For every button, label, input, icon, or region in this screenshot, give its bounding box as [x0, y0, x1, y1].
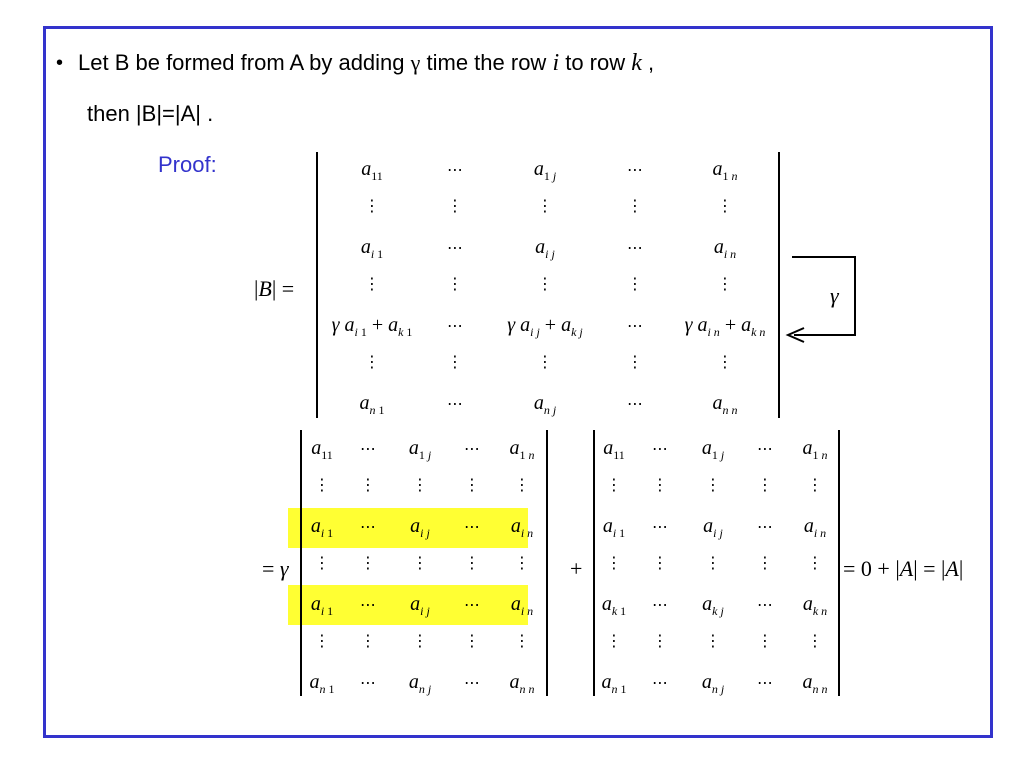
bullet-icon: • [56, 52, 64, 74]
eq2-m1-cell-r6-c2: $a_{n j}$ [408, 671, 432, 696]
eq1-cell-r3-c3: ⋮ [627, 274, 643, 293]
eq2-m1-cell-r4-c1: ⋯ [360, 595, 376, 614]
eq2-m1-cell-r1-c1: ⋮ [360, 475, 376, 494]
eq2-m1-cell-r5-c2: ⋮ [412, 631, 428, 650]
eq2-suffix: = 0 + |A| = |A| [843, 556, 964, 581]
eq2-m1-cell-r4-c4: $a_{i n}$ [510, 593, 534, 618]
eq2-m2-cell-r2-c1: ⋯ [652, 517, 668, 536]
eq1-cell-r4-c3: ⋯ [627, 316, 643, 335]
gamma-symbol: γ [410, 50, 421, 75]
eq2-m1-cell-r2-c3: ⋯ [464, 517, 480, 536]
eq1-cell-r1-c2: ⋮ [537, 196, 553, 215]
eq1-cell-r3-c4: ⋮ [717, 274, 733, 293]
eq2-m1-cell-r2-c1: ⋯ [360, 517, 376, 536]
eq2-m2-cell-r2-c0: $a_{i 1}$ [602, 515, 626, 540]
eq2-m2-cell-r4-c4: $a_{k n}$ [802, 593, 828, 618]
eq2-m1-cell-r3-c0: ⋮ [314, 553, 330, 572]
eq2-m1-cell-r4-c2: $a_{i j}$ [410, 593, 430, 618]
eq1-cell-r4-c0: γ $a_{i 1} + a_{k 1}$ [331, 314, 413, 339]
eq1-cell-r6-c4: $a_{n n}$ [712, 392, 738, 417]
eq2-m2-cell-r6-c3: ⋯ [757, 673, 773, 692]
eq2-m1-cell-r5-c1: ⋮ [360, 631, 376, 650]
eq2-m1-cell-r4-c0: $a_{i 1}$ [310, 593, 334, 618]
eq2-m2-cell-r2-c4: $a_{i n}$ [803, 515, 827, 540]
eq2-m1-cell-r6-c4: $a_{n n}$ [509, 671, 535, 696]
eq2-m1-cell-r6-c1: ⋯ [360, 673, 376, 692]
eq2-m2-cell-r3-c3: ⋮ [757, 553, 773, 572]
eq2-m1-right-bar [546, 430, 548, 696]
eq2-m2-cell-r6-c0: $a_{n 1}$ [601, 671, 627, 696]
eq1-cell-r2-c1: ⋯ [447, 238, 463, 257]
eq2-m1-cell-r0-c2: $a_{1 j}$ [408, 437, 432, 462]
eq2-m2-cell-r3-c4: ⋮ [807, 553, 823, 572]
eq2-m1-cell-r1-c3: ⋮ [464, 475, 480, 494]
eq2-m2-cell-r4-c2: $a_{k j}$ [702, 593, 724, 618]
eq2-m1-cell-r3-c2: ⋮ [412, 553, 428, 572]
eq1-cell-r2-c3: ⋯ [627, 238, 643, 257]
eq2-m2-cell-r2-c3: ⋯ [757, 517, 773, 536]
eq2-m1-cell-r2-c4: $a_{i n}$ [510, 515, 534, 540]
eq2-m2-cell-r0-c1: ⋯ [652, 439, 668, 458]
eq1-cell-r6-c1: ⋯ [447, 394, 463, 413]
eq2-plus: + [570, 556, 583, 581]
eq1-cell-r4-c4: γ $a_{i n} + a_{k n}$ [684, 314, 766, 339]
eq1-cell-r5-c0: ⋮ [364, 352, 380, 371]
eq2-m2-cell-r0-c2: $a_{1 j}$ [701, 437, 725, 462]
eq2-m2-cell-r1-c3: ⋮ [757, 475, 773, 494]
eq1-cell-r0-c0: $a_{11}$ [361, 158, 383, 183]
eq2-m2-cell-r3-c2: ⋮ [705, 553, 721, 572]
eq2-m1-cell-r3-c1: ⋮ [360, 553, 376, 572]
eq2-m2-cell-r5-c2: ⋮ [705, 631, 721, 650]
eq2-m1-cell-r5-c4: ⋮ [514, 631, 530, 650]
eq2-m1-cell-r0-c0: $a_{11}$ [311, 437, 333, 462]
eq2-m2-cell-r6-c4: $a_{n n}$ [802, 671, 828, 696]
eq2-m2-cell-r5-c0: ⋮ [606, 631, 622, 650]
eq2-m1-cell-r0-c1: ⋯ [360, 439, 376, 458]
eq1-cell-r2-c2: $a_{i j}$ [535, 236, 555, 261]
eq1-cell-r1-c1: ⋮ [447, 196, 463, 215]
eq1-cell-r1-c4: ⋮ [717, 196, 733, 215]
eq2-m1-cell-r5-c0: ⋮ [314, 631, 330, 650]
statement-line-1 [78, 50, 654, 77]
statement-text-b: time the row [420, 50, 553, 75]
eq2-m1-cell-r1-c2: ⋮ [412, 475, 428, 494]
eq2-m2-cell-r3-c1: ⋮ [652, 553, 668, 572]
eq2-m1-cell-r5-c3: ⋮ [464, 631, 480, 650]
eq1-cell-r1-c0: ⋮ [364, 196, 380, 215]
eq2-m1-cell-r4-c3: ⋯ [464, 595, 480, 614]
eq1-cell-r6-c2: $a_{n j}$ [533, 392, 557, 417]
row-operation-arrow [780, 250, 870, 350]
eq1-cell-r2-c4: $a_{i n}$ [713, 236, 737, 261]
eq1-lhs: |B| = [254, 276, 295, 301]
eq2-m2-cell-r5-c1: ⋮ [652, 631, 668, 650]
eq2-m2-cell-r5-c4: ⋮ [807, 631, 823, 650]
statement-text-d: , [641, 50, 655, 75]
eq2-m2-cell-r0-c3: ⋯ [757, 439, 773, 458]
eq2-m2-cell-r1-c1: ⋮ [652, 475, 668, 494]
eq1-cell-r5-c4: ⋮ [717, 352, 733, 371]
eq2-m1-cell-r2-c2: $a_{i j}$ [410, 515, 430, 540]
eq2-m2-right-bar [838, 430, 840, 696]
var-i: i [552, 50, 560, 76]
eq1-cell-r0-c2: $a_{1 j}$ [533, 158, 557, 183]
eq1-cell-r5-c1: ⋮ [447, 352, 463, 371]
eq2-m1-left-bar [300, 430, 302, 696]
eq1-cell-r6-c3: ⋯ [627, 394, 643, 413]
eq1-cell-r3-c0: ⋮ [364, 274, 380, 293]
eq2-m2-cell-r6-c1: ⋯ [652, 673, 668, 692]
eq2-m2-cell-r0-c4: $a_{1 n}$ [802, 437, 828, 462]
eq1-cell-r4-c2: γ $a_{i j} + a_{k j}$ [507, 314, 583, 339]
eq2-m1-cell-r2-c0: $a_{i 1}$ [310, 515, 334, 540]
eq2-m1-cell-r0-c4: $a_{1 n}$ [509, 437, 535, 462]
eq1-cell-r5-c2: ⋮ [537, 352, 553, 371]
gamma-annotation: γ [830, 283, 839, 308]
eq2-m2-cell-r0-c0: $a_{11}$ [603, 437, 625, 462]
statement-text-a: Let B be formed from A by adding [78, 50, 411, 75]
eq1-cell-r3-c1: ⋮ [447, 274, 463, 293]
eq1-cell-r1-c3: ⋮ [627, 196, 643, 215]
eq2-m2-cell-r5-c3: ⋮ [757, 631, 773, 650]
eq2-m1-cell-r6-c0: $a_{n 1}$ [309, 671, 335, 696]
eq2-m2-cell-r1-c4: ⋮ [807, 475, 823, 494]
eq2-m2-cell-r4-c3: ⋯ [757, 595, 773, 614]
statement-text-c: to row [559, 50, 632, 75]
eq2-prefix: = γ [262, 556, 289, 581]
eq1-cell-r4-c1: ⋯ [447, 316, 463, 335]
proof-label: Proof: [158, 152, 217, 177]
eq1-left-bar [316, 152, 318, 418]
eq2-m2-left-bar [593, 430, 595, 696]
eq1-cell-r6-c0: $a_{n 1}$ [359, 392, 385, 417]
var-k: k [631, 50, 642, 76]
eq1-cell-r2-c0: $a_{i 1}$ [360, 236, 384, 261]
eq2-m1-cell-r6-c3: ⋯ [464, 673, 480, 692]
eq2-m2-cell-r3-c0: ⋮ [606, 553, 622, 572]
eq2-m1-cell-r3-c3: ⋮ [464, 553, 480, 572]
eq1-cell-r3-c2: ⋮ [537, 274, 553, 293]
eq1-cell-r0-c1: ⋯ [447, 160, 463, 179]
eq1-cell-r5-c3: ⋮ [627, 352, 643, 371]
eq1-cell-r0-c3: ⋯ [627, 160, 643, 179]
eq2-m1-cell-r1-c0: ⋮ [314, 475, 330, 494]
eq2-m1-cell-r3-c4: ⋮ [514, 553, 530, 572]
statement-line-2: then |B|=|A| . [87, 101, 214, 126]
eq1-cell-r0-c4: $a_{1 n}$ [712, 158, 738, 183]
eq2-m2-cell-r4-c1: ⋯ [652, 595, 668, 614]
eq2-m2-cell-r6-c2: $a_{n j}$ [701, 671, 725, 696]
eq2-m2-cell-r1-c2: ⋮ [705, 475, 721, 494]
eq2-m2-cell-r2-c2: $a_{i j}$ [703, 515, 723, 540]
eq2-m1-cell-r1-c4: ⋮ [514, 475, 530, 494]
eq2-m2-cell-r1-c0: ⋮ [606, 475, 622, 494]
eq2-m2-cell-r4-c0: $a_{k 1}$ [601, 593, 627, 618]
eq2-m1-cell-r0-c3: ⋯ [464, 439, 480, 458]
